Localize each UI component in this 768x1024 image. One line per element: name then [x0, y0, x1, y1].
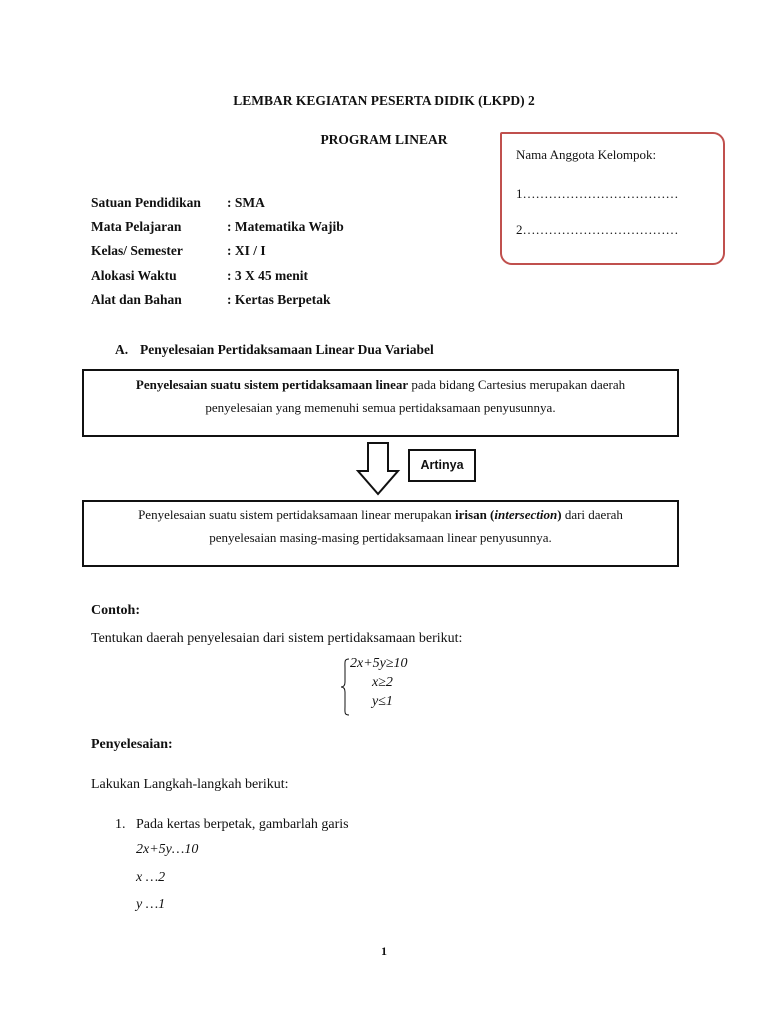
page-number: 1 [381, 944, 387, 958]
info-label: Alat dan Bahan [91, 292, 182, 307]
info-value: : Matematika Wajib [227, 219, 344, 234]
down-arrow-icon [355, 441, 401, 497]
member-line-2: 2……………………………… [516, 222, 679, 237]
definition-text-line2: penyelesaian yang memenuhi semua pertidaksamaan penyusunnya. [205, 400, 556, 415]
inequality-system [340, 656, 450, 716]
meaning-bold-close: ) [557, 507, 562, 522]
info-label: Alokasi Waktu [91, 268, 177, 283]
meaning-bold-italic: intersection [494, 507, 558, 522]
definition-bold: Penyelesaian suatu sistem pertidaksamaan linear [135, 377, 409, 392]
inequality-1: 2x+5y≥10 [350, 656, 408, 671]
example-text: Tentukan daerah penyelesaian dari sistem pertidaksamaan berikut: [91, 631, 463, 646]
line-equation-1: 2x+5y…10 [136, 842, 199, 857]
group-members-title: Nama Anggota Kelompok: [516, 147, 657, 162]
artinya-label: Artinya [408, 449, 476, 482]
group-members-box [500, 132, 725, 265]
info-value: : Kertas Berpetak [227, 292, 331, 307]
solution-intro: Lakukan Langkah-langkah berikut: [91, 777, 289, 792]
meaning-text: Penyelesaian suatu sistem pertidaksamaan linear merupakan [138, 507, 456, 522]
info-label: Kelas/ Semester [91, 243, 183, 258]
inequality-2: x≥2 [372, 675, 393, 690]
section-a-title: Penyelesaian Pertidaksamaan Linear Dua Variabel [140, 342, 434, 357]
meaning-text-line2: penyelesaian masing-masing pertidaksamaan linear penyusunnya. [209, 530, 552, 545]
member-line-1: 1……………………………… [516, 186, 679, 201]
step-text: Pada kertas berpetak, gambarlah garis [136, 817, 349, 832]
line-equation-3: y …1 [136, 897, 166, 912]
info-value: : XI / I [227, 243, 266, 258]
meaning-box [82, 500, 679, 567]
meaning-text-end: dari daerah [561, 507, 623, 522]
info-label: Satuan Pendidikan [91, 195, 201, 210]
inequality-3: y≤1 [372, 694, 393, 709]
info-label: Mata Pelajaran [91, 219, 182, 234]
document-subtitle: PROGRAM LINEAR [320, 132, 448, 147]
meaning-bold: irisan ( [455, 507, 495, 522]
step-number: 1. [115, 817, 126, 832]
section-a-letter: A. [115, 342, 129, 357]
definition-box [82, 369, 679, 437]
info-value: : 3 X 45 menit [227, 268, 308, 283]
solution-heading: Penyelesaian: [91, 737, 173, 752]
definition-text: pada bidang Cartesius merupakan daerah [408, 377, 626, 392]
document-title: LEMBAR KEGIATAN PESERTA DIDIK (LKPD) 2 [233, 93, 535, 108]
example-heading: Contoh: [91, 603, 141, 618]
brace-icon [340, 658, 350, 716]
info-value: : SMA [227, 195, 265, 210]
line-equation-2: x …2 [136, 870, 166, 885]
